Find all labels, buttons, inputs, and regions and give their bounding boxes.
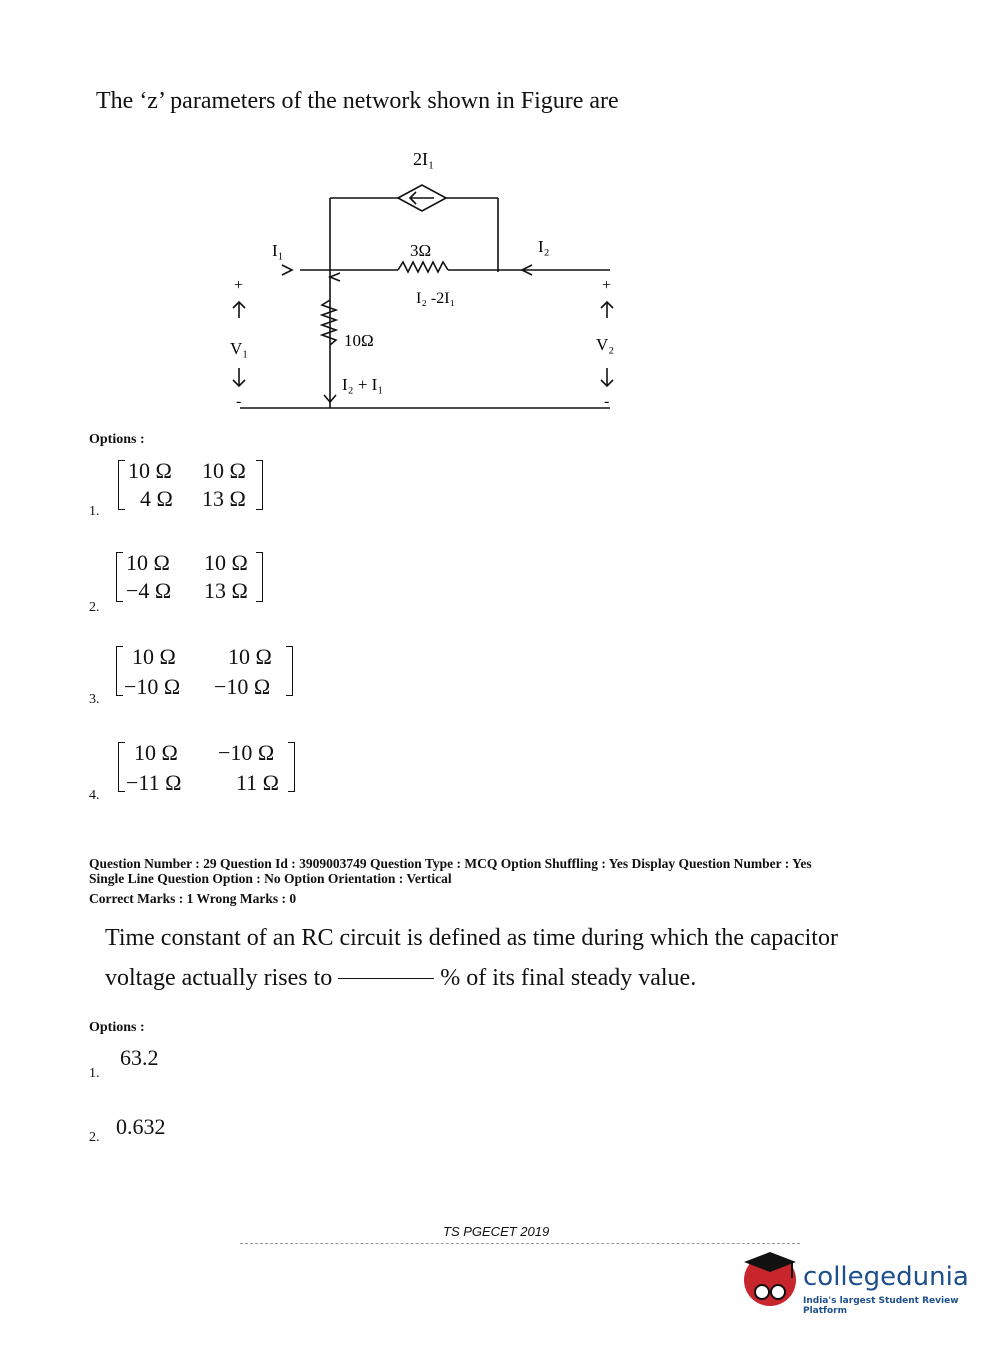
v1-plus: + [234, 277, 244, 294]
matrix-cell: −10 Ω [218, 740, 275, 765]
options-label-q2: Options : [89, 1020, 145, 1035]
res-3-label: 3Ω [410, 241, 432, 260]
matrix-cell: 10 Ω [132, 644, 176, 669]
question-meta-line-3: Correct Marks : 1 Wrong Marks : 0 [89, 891, 297, 906]
matrix-cell: −4 Ω [126, 578, 172, 603]
option-3-matrix[interactable] [116, 644, 301, 700]
option-number: 2. [89, 600, 100, 615]
option-1-matrix[interactable] [118, 458, 268, 514]
options-label-q1: Options : [89, 432, 145, 447]
question-2-line-2-post: % of its final steady value. [440, 965, 697, 991]
matrix-cell: 13 Ω [204, 578, 248, 603]
option-number: 3. [89, 692, 100, 707]
v1-label: V₁ [230, 339, 249, 358]
matrix-cell: 10 Ω [134, 740, 178, 765]
footer-divider [240, 1243, 800, 1244]
exam-footer: TS PGECET 2019 [443, 1224, 550, 1239]
matrix-cell: 11 Ω [236, 770, 280, 795]
option-4-matrix[interactable] [118, 740, 303, 796]
collegedunia-logo-icon [740, 1248, 802, 1310]
branch-current-label: I₂ -2I₁ [416, 290, 456, 307]
option-2-matrix[interactable] [116, 550, 266, 606]
option-number: 2. [89, 1130, 100, 1145]
matrix-cell: 10 Ω [204, 550, 248, 575]
option-number: 1. [89, 1066, 100, 1081]
matrix-cell: 13 Ω [202, 486, 246, 511]
bracket-right [286, 646, 293, 696]
i1-label: I₁ [272, 241, 284, 260]
matrix-cell: 10 Ω [128, 458, 172, 483]
question-2-line-2-pre: voltage actually rises to [105, 965, 333, 991]
bracket-right [288, 742, 295, 792]
matrix-cell: 10 Ω [202, 458, 246, 483]
bracket-left [116, 646, 123, 696]
matrix-cell: 4 Ω [140, 486, 173, 511]
bracket-right [256, 460, 263, 510]
matrix-cell: −11 Ω [126, 770, 182, 795]
i2-label: I₂ [538, 237, 550, 256]
res-10-label: 10Ω [344, 331, 374, 350]
question-2-line-2 [105, 965, 696, 992]
question-1-text: The ‘z’ parameters of the network shown in Figure are [96, 88, 619, 114]
brand-name: collegedunia [803, 1262, 969, 1292]
bracket-left [118, 742, 125, 792]
bracket-right [256, 552, 263, 602]
v2-plus: + [602, 277, 612, 294]
bracket-left [118, 460, 125, 510]
matrix-cell: 10 Ω [228, 644, 272, 669]
brand-tagline: India's largest Student Review Platform [803, 1296, 959, 1316]
circuit-figure [220, 140, 630, 420]
bracket-left [116, 552, 123, 602]
v2-label: V₂ [596, 335, 615, 354]
option-number: 4. [89, 788, 100, 803]
matrix-cell: −10 Ω [214, 674, 271, 699]
question-2-line-1: Time constant of an RC circuit is defined as time during which the capacitor [105, 925, 838, 951]
v2-minus: - [604, 393, 610, 410]
shunt-current-label: I₂ + I₁ [342, 375, 384, 394]
v1-minus: - [236, 393, 242, 410]
question-meta-line-1: Question Number : 29 Question Id : 3909003749 Question Type : MCQ Option Shuffling : Yes Display Question Number : Yes [89, 856, 812, 871]
matrix-cell: 10 Ω [126, 550, 170, 575]
answer-blank [338, 978, 434, 979]
option-1-value[interactable]: 63.2 [120, 1045, 159, 1070]
dep-source-label: 2I₁ [413, 149, 435, 169]
option-2-value[interactable]: 0.632 [116, 1114, 166, 1139]
option-number: 1. [89, 504, 100, 519]
question-meta-line-2: Single Line Question Option : No Option Orientation : Vertical [89, 871, 452, 886]
matrix-cell: −10 Ω [124, 674, 181, 699]
